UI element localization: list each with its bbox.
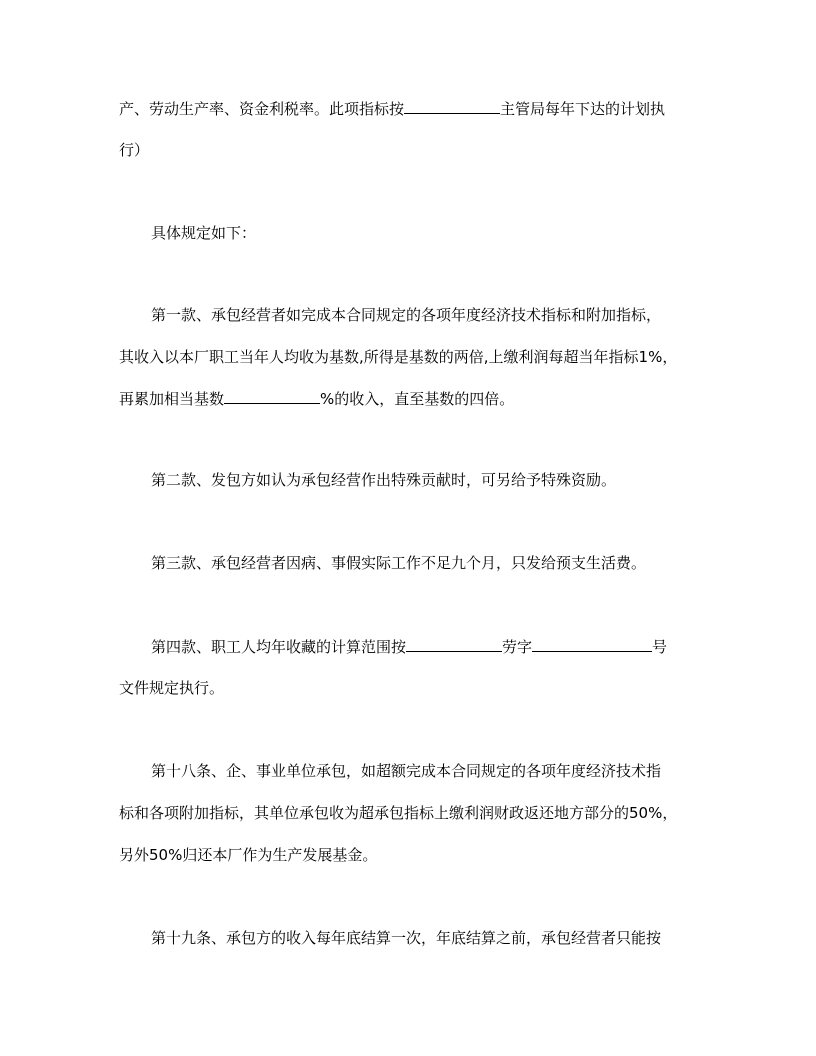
paragraph-1-line-1 bbox=[119, 98, 665, 118]
text-segment: 号 bbox=[652, 638, 668, 656]
paragraph-7-line-3 bbox=[119, 845, 377, 865]
text-segment: 产、劳动生产率、资金利税率。此项指标按 bbox=[119, 100, 405, 118]
paragraph-7-line-2 bbox=[119, 803, 677, 823]
text-segment: 主管局每年下达的计划执 bbox=[500, 100, 666, 118]
text-segment: 具体规定如下： bbox=[151, 224, 257, 242]
fill-in-blank[interactable] bbox=[404, 98, 500, 114]
text-segment: 标和各项附加指标，其单位承包收为超承包指标上缴利润财政返还地方部分的50%， bbox=[119, 804, 678, 822]
text-segment: 第十九条、承包方的收入每年底结算一次，年底结算之前，承包经营者只能按 bbox=[151, 929, 662, 947]
text-segment: 第一款、承包经营者如完成本合同规定的各项年度经济技术指标和附加指标， bbox=[151, 306, 662, 324]
text-segment: %的收入，直至基数的四倍。 bbox=[320, 390, 515, 408]
text-segment: 其收入以本厂职工当年人均收为基数,所得是基数的两倍,上缴利润每超当年指标1%， bbox=[119, 348, 678, 366]
fill-in-blank[interactable] bbox=[532, 636, 652, 652]
paragraph-3-line-3 bbox=[119, 388, 514, 408]
paragraph-3-line-2 bbox=[119, 347, 677, 367]
fill-in-blank[interactable] bbox=[406, 636, 502, 652]
text-segment: 第十八条、企、事业单位承包，如超额完成本合同规定的各项年度经济技术指 bbox=[151, 762, 662, 780]
text-segment: 第三款、承包经营者因病、事假实际工作不足九个月，只发给预支生活费。 bbox=[151, 554, 647, 572]
text-segment: 行） bbox=[119, 141, 150, 159]
text-segment: 劳字 bbox=[502, 638, 533, 656]
text-segment: 第二款、发包方如认为承包经营作出特殊贡献时，可另给予特殊资励。 bbox=[151, 471, 617, 489]
paragraph-3-line-1 bbox=[151, 305, 661, 325]
paragraph-5-line-1 bbox=[151, 553, 646, 573]
paragraph-2-line-1 bbox=[151, 223, 256, 243]
text-segment: 另外50%归还本厂作为生产发展基金。 bbox=[119, 846, 378, 864]
text-segment: 第四款、职工人均年收藏的计算范围按 bbox=[151, 638, 407, 656]
paragraph-7-line-1 bbox=[151, 761, 661, 781]
text-segment: 文件规定执行。 bbox=[119, 679, 225, 697]
paragraph-1-line-2 bbox=[119, 140, 149, 160]
paragraph-6-line-1 bbox=[151, 636, 667, 656]
fill-in-blank[interactable] bbox=[224, 388, 320, 404]
paragraph-8-line-1 bbox=[151, 928, 661, 948]
paragraph-4-line-1 bbox=[151, 470, 616, 490]
paragraph-6-line-2 bbox=[119, 678, 224, 698]
text-segment: 再累加相当基数 bbox=[119, 390, 225, 408]
